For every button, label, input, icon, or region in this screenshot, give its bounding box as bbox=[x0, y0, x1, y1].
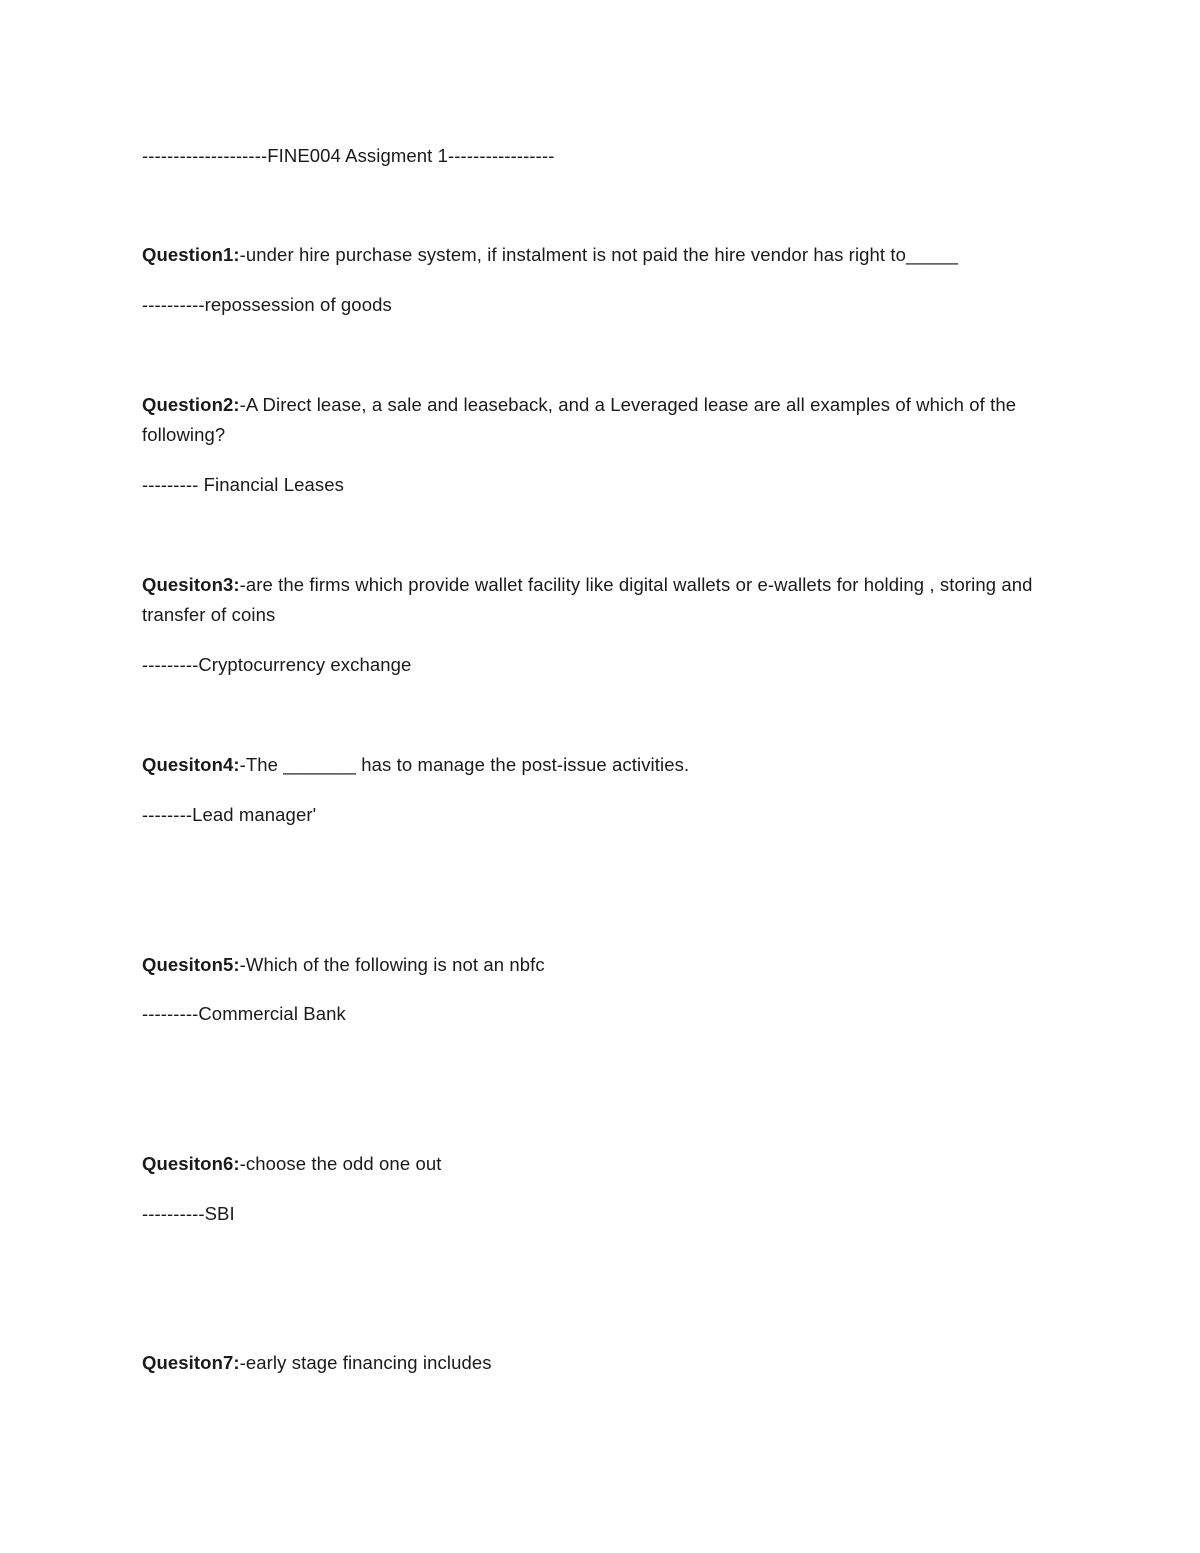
question-4-text: -The _______ has to manage the post-issue activities. bbox=[239, 754, 690, 775]
question-2-text: -A Direct lease, a sale and leaseback, and a Leveraged lease are all examples of which of the following? bbox=[142, 394, 1022, 445]
question-3 bbox=[142, 570, 1072, 630]
document-title: --------------------FINE004 Assigment 1----------------- bbox=[142, 145, 555, 166]
question-1-text: -under hire purchase system, if instalment is not paid the hire vendor has right to_____ bbox=[239, 244, 958, 265]
answer-6: ----------SBI bbox=[142, 1203, 235, 1224]
question-6 bbox=[142, 1149, 1072, 1179]
answer-1: ----------repossession of goods bbox=[142, 294, 392, 315]
answer-2: --------- Financial Leases bbox=[142, 474, 345, 495]
question-2 bbox=[142, 390, 1072, 450]
answer-4: --------Lead manager' bbox=[142, 804, 317, 825]
question-7-text: -early stage financing includes bbox=[239, 1352, 492, 1373]
question-6-label: Quesiton6: bbox=[142, 1153, 240, 1174]
answer-5: ---------Commercial Bank bbox=[142, 1003, 346, 1024]
answer-3: ---------Cryptocurrency exchange bbox=[142, 654, 412, 675]
question-3-label: Quesiton3: bbox=[142, 574, 240, 595]
question-5 bbox=[142, 950, 1072, 980]
question-1 bbox=[142, 240, 1072, 270]
question-7 bbox=[142, 1348, 1072, 1378]
question-3-text: -are the firms which provide wallet facility like digital wallets or e-wallets for holding , storing and transfer of coins bbox=[142, 574, 1038, 625]
question-4-label: Quesiton4: bbox=[142, 754, 240, 775]
question-6-text: -choose the odd one out bbox=[239, 1153, 442, 1174]
question-5-text: -Which of the following is not an nbfc bbox=[239, 954, 545, 975]
question-4 bbox=[142, 750, 1072, 780]
question-7-label: Quesiton7: bbox=[142, 1352, 240, 1373]
question-1-label: Question1: bbox=[142, 244, 240, 265]
question-2-label: Question2: bbox=[142, 394, 240, 415]
question-5-label: Quesiton5: bbox=[142, 954, 240, 975]
